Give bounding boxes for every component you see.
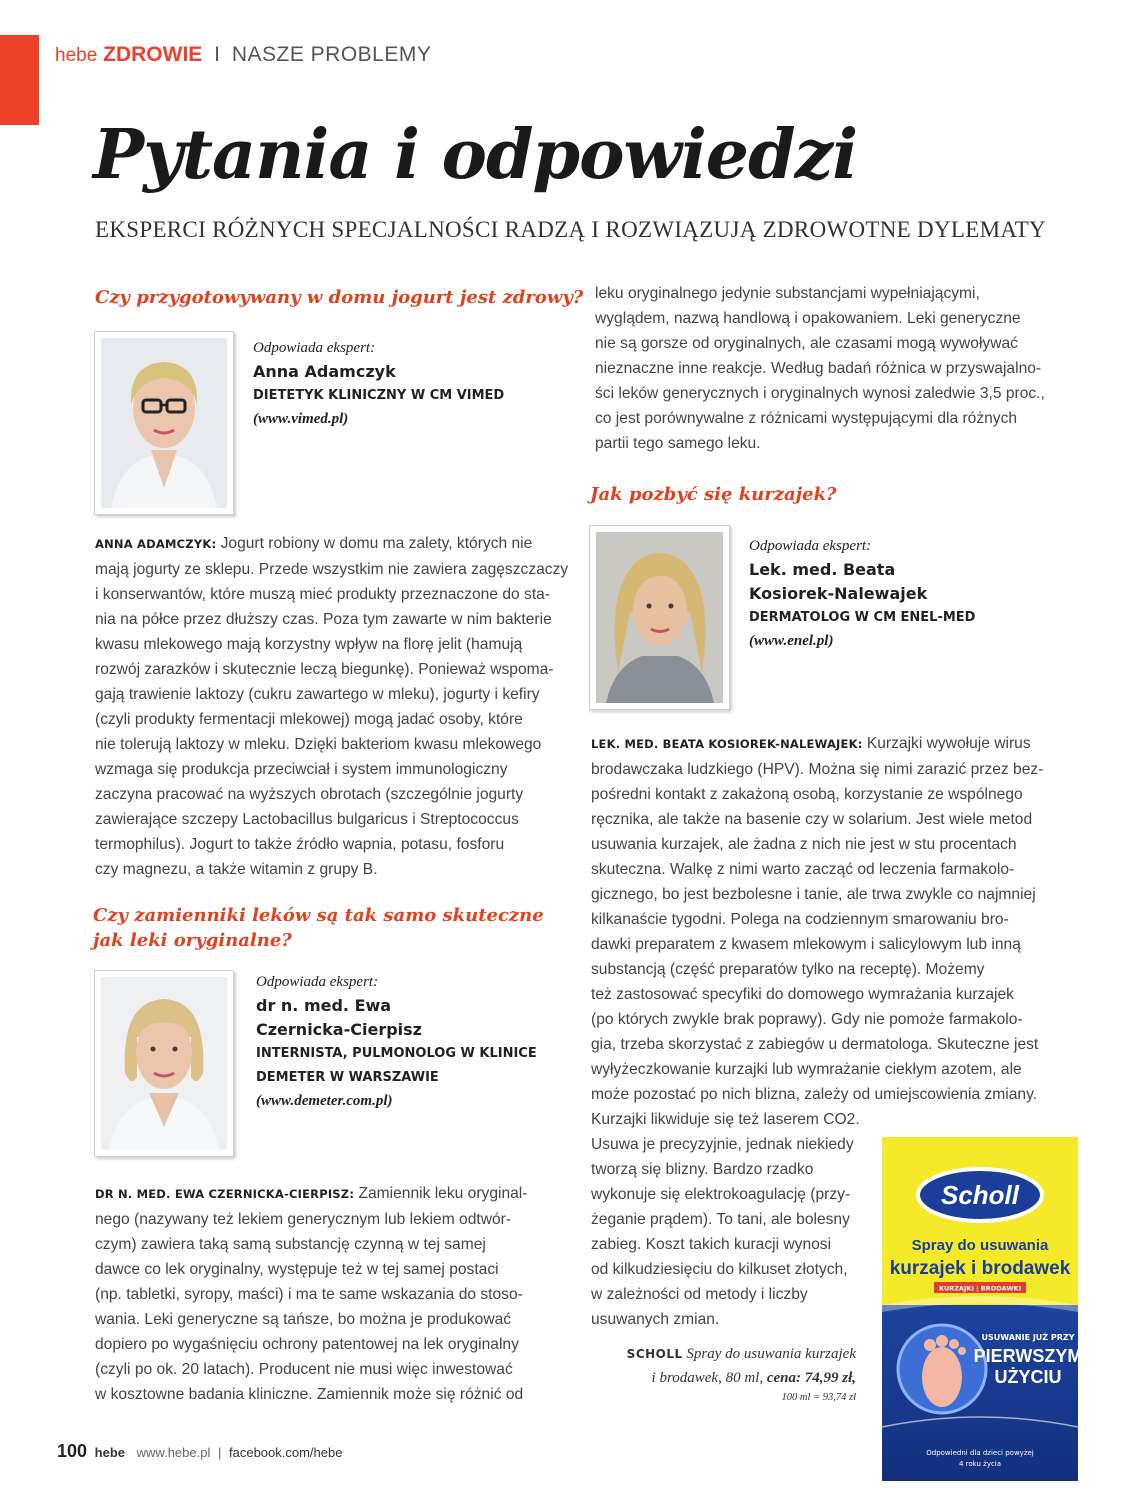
portrait-illustration [101,338,227,508]
answer-line: (np. tabletki, syropy, maści) i ma te same wskazania do stoso- [95,1286,523,1303]
svg-text:kurzajek i brodawek: kurzajek i brodawek [889,1258,1071,1279]
expert-lead: Odpowiada ekspert: [749,538,872,554]
footer-facebook-link[interactable]: facebook.com/hebe [229,1445,343,1460]
section-header [55,40,431,71]
footer-brand: hebe [94,1445,126,1460]
section-color-bar [0,35,39,125]
svg-text:PIERWSZYM: PIERWSZYM [973,1346,1078,1366]
answer-line: w kosztowne badania kliniczne. Zamiennik może się różnić od [95,1386,524,1403]
answer-line: partii tego samego leku. [595,435,761,452]
answer-line: nieznaczne inne reakcje. Według badań różnica w przyswajalno- [595,360,1042,377]
page-number: 100 [57,1441,88,1461]
answer-line: wzmaga się produkcja przeciwciał i system immunologiczny [95,761,508,778]
expert-lead: Odpowiada ekspert: [253,340,376,356]
answer-line: tworzą się blizny. Bardzo rzadko [591,1161,814,1178]
answer-2 [95,1181,565,1407]
answer-line: wykonuje się elektrokoagulację (przy- [591,1186,851,1203]
expert-photo-kosiorek [589,525,730,710]
portrait-illustration [596,532,723,703]
answer-line: LEK. MED. BEATA KOSIOREK-NALEWAJEK: Kurzajki wywołuje wirus [591,735,1031,752]
answer-line: wyłyżeczkowanie kurzajki lub wymrażanie ciekłym azotem, ale [591,1061,1022,1078]
answer-line: nia na półce przez dłuższy czas. Poza tym zawarte w nim bakterie [95,611,552,628]
answer-author: LEK. MED. BEATA KOSIOREK-NALEWAJEK: [591,737,863,751]
expert-website: (www.enel.pl) [749,633,834,649]
answer-line: w zależności od metody i liczby [591,1286,808,1303]
page-subtitle: EKSPERCI RÓŻNYCH SPECJALNOŚCI RADZĄ I ROZWIĄZUJĄ ZDROWOTNE DYLEMATY [95,217,1046,242]
header-brand: hebe [55,45,98,66]
page-footer: 100 hebe www.hebe.pl | facebook.com/hebe [57,1441,343,1461]
page-title: Pytania i odpowiedzi [93,115,858,195]
answer-line: gia, trzeba skorzystać z zabiegów u dermatologa. Skuteczne jest [591,1036,1039,1053]
answer-line: zaczyna pracować na wyższych obrotach (szczególnie jogurty [95,786,524,803]
answer-line: brodawczaka ludzkiego (HPV). Można się nimi zarazić przez bez- [591,761,1044,778]
svg-text:Spray do usuwania: Spray do usuwania [911,1237,1049,1254]
answer-line: pośredni kontakt z zakażoną osobą, korzystanie ze wspólnego [591,786,1023,803]
header-separator: I [214,43,220,66]
answer-line: czym) zawiera taką samą substancję czynną w tej samej [95,1236,486,1253]
expert-info-adamczyk [253,337,504,431]
expert-name: Lek. med. Beata Kosiorek-Nalewajek [749,560,928,603]
answer-line: ści leków generycznych i oryginalnych wynosi zaledwie 3,5 proc., [595,385,1045,402]
product-price: cena: 74,99 zł, [766,1370,856,1386]
header-subsection: NASZE PROBLEMY [231,43,432,66]
answer-line: żeganie prądem). To tani, ale bolesny [591,1211,850,1228]
product-package [882,1137,1078,1481]
answer-line: zawierające szczepy Lactobacillus bulgaricus i Streptococcus [95,811,519,828]
expert-website: (www.vimed.pl) [253,411,349,427]
expert-info-kosiorek [749,535,975,653]
answer-line: DR N. MED. EWA CZERNICKA-CIERPISZ: Zamiennik leku oryginal- [95,1185,528,1202]
answer-line: wyglądem, nazwą handlową i opakowaniem. Leki generyczne [595,310,1021,327]
answer-author: DR N. MED. EWA CZERNICKA-CIERPISZ: [95,1187,355,1201]
answer-line: może pozostać po nich blizna, zależy od umiejscowienia zmiany. [591,1086,1038,1103]
answer-line: leku oryginalnego jedynie substancjami wypełniającymi, [595,285,980,302]
product-desc: Spray do usuwania kurzajek [682,1346,856,1362]
answer-line: termophilus). Jogurt to także źródło wapnia, potasu, fosforu [95,836,505,853]
answer-2-continuation [595,281,1055,456]
answer-line: ANNA ADAMCZYK: Jogurt robiony w domu ma zalety, których nie [95,535,533,552]
answer-line: (czyli produkty fermentacji mlekowej) mogą jadać osoby, które [95,711,523,728]
answer-line: nie tolerują laktozy w mleku. Dzięki bakteriom kwasu mlekowego [95,736,542,753]
product-brand: SCHOLL [626,1347,683,1361]
expert-info-czernicka [256,971,537,1113]
answer-line: co jest porównywalne z różnicami występującymi dla różnych [595,410,1018,427]
answer-line: dawki preparatem z kwasem mlekowym i salicylowym lub inną [591,936,1021,953]
product-unit-price: 100 ml = 93,74 zł [781,1392,856,1403]
answer-line: Kurzajki likwiduje się też laserem CO2. [591,1111,860,1128]
product-logo: Scholl [940,1180,1020,1210]
expert-name: Anna Adamczyk [253,362,396,381]
svg-text:Odpowiedni dla dzieci powyżej: Odpowiedni dla dzieci powyżej [926,1449,1034,1457]
expert-role: DIETETYK KLINICZNY W CM VIMED [253,388,505,403]
answer-line: Usuwa je precyzyjnie, jednak niekiedy [591,1136,854,1153]
answer-line: i konserwantów, które muszą mieć produkty przeznaczone do sta- [95,586,551,603]
answer-line: zabieg. Koszt takich kuracji wynosi [591,1236,832,1253]
question-2: Czy zamienniki leków są tak samo skuteczne jak leki oryginalne? [93,905,544,951]
question-1: Czy przygotowywany w domu jogurt jest zdrowy? [95,287,584,308]
answer-line: usuwania kurzajek, ale żadna z nich nie jest w stu procentach [591,836,1017,853]
answer-1 [95,531,570,882]
answer-line: ręcznika, ale także na basenie czy w solarium. Jest wiele metod [591,811,1033,828]
answer-line: rozwój zarazków i skutecznie leczą biegunkę). Ponieważ wspoma- [95,661,554,678]
footer-website[interactable]: www.hebe.pl [136,1445,211,1460]
answer-line: czy magnezu, a także witamin z grupy B. [95,861,378,878]
answer-line: też zastosować specyfiki do domowego wymrażania kurzajek [591,986,1014,1003]
expert-role: INTERNISTA, PULMONOLOG W KLINICE DEMETER W WARSZAWIE [256,1046,537,1085]
answer-line: wania. Leki generyczne są tańsze, bo można je produkować [95,1311,512,1328]
expert-photo-czernicka [94,970,234,1157]
svg-text:UŻYCIU: UŻYCIU [994,1367,1062,1387]
svg-text:USUWANIE JUŻ PRZY: USUWANIE JUŻ PRZY [981,1333,1075,1342]
answer-line: skuteczna. Walkę z nimi warto zacząć od leczenia farmakolo- [591,861,1015,878]
answer-line: dopiero po wygaśnięciu ochrony patentowej na lek oryginalny [95,1336,519,1353]
portrait-illustration [101,977,227,1150]
answer-line: gają trawienie laktozy (cukru zawartego w mleku), jogurty i kefiry [95,686,540,703]
answer-author: ANNA ADAMCZYK: [95,537,217,551]
svg-text:KURZAJKI | BRODAWKI: KURZAJKI | BRODAWKI [939,1284,1021,1293]
answer-line: gicznego, bo jest bezbolesne i tanie, ale trwa zwykle co najmniej [591,886,1036,903]
answer-line: nego (nazywany też lekiem generycznym lub lekiem odtwór- [95,1211,512,1228]
answer-line: kilkanaście tygodni. Polega na codziennym smarowaniu bro- [591,911,1009,928]
expert-name: dr n. med. Ewa Czernicka-Cierpisz [256,996,422,1039]
expert-website: (www.demeter.com.pl) [256,1093,393,1109]
answer-line: od kilkudziesięciu do kilkuset złotych, [591,1261,848,1278]
expert-role: DERMATOLOG W CM ENEL-MED [749,610,976,625]
svg-text:4 roku życia: 4 roku życia [958,1460,1002,1468]
answer-line: dawce co lek oryginalny, występuje też w tej samej postaci [95,1261,499,1278]
answer-line: (po których zwykle brak poprawy). Gdy nie pomoże farmakolo- [591,1011,1023,1028]
answer-line: mają jogurty ze sklepu. Przede wszystkim nie zawiera zagęszczaczy [95,561,569,578]
expert-photo-adamczyk [94,331,234,515]
expert-lead: Odpowiada ekspert: [256,974,379,990]
header-section: ZDROWIE [103,43,203,66]
question-3: Jak pozbyć się kurzajek? [590,484,837,505]
answer-line: kwasu mlekowego mają korzystny wpływ na florę jelit (hamują [95,636,523,653]
answer-line: (czyli po ok. 20 latach). Producent nie musi więc inwestować [95,1361,513,1378]
product-caption: SCHOLL Spray do usuwania kurzajek i brodawek, 80 ml, cena: 74,99 zł, 100 ml = 93,74 zł [600,1342,856,1406]
answer-line: nie są gorsze od oryginalnych, ale czasami mogą wywoływać [595,335,1018,352]
answer-line: substancją (część preparatów tylko na receptę). Możemy [591,961,985,978]
answer-line: usuwanych zmian. [591,1311,720,1328]
